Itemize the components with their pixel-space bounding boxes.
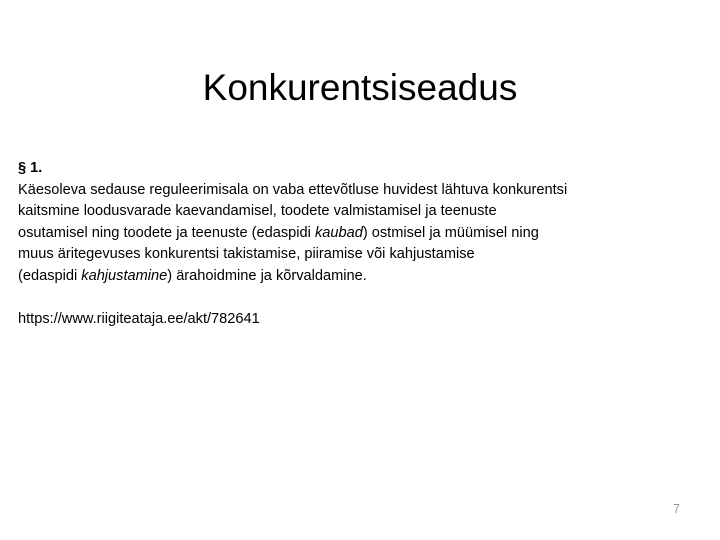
body-line-3-italic: kaubad [314, 224, 363, 241]
body-line-3a: osutamisel ning toodete ja teenuste (edaspidi [18, 224, 315, 241]
slide-body [18, 158, 668, 330]
body-line-2: kaitsmine loodusvarade kaevandamisel, toodete valmistamisel ja teenuste [18, 203, 497, 220]
body-line-3b: ) ostmisel ja müümisel ning [362, 224, 539, 241]
section-marker: § 1. [18, 160, 43, 176]
body-line-1: Käesoleva sedause reguleerimisala on vaba ettevõtluse huvidest lähtuva konkurentsi [18, 181, 568, 198]
page-number: 7 [673, 502, 680, 516]
page-title: Konkurentsiseadus [202, 67, 518, 108]
body-line-4: muus äritegevuses konkurentsi takistamise, piiramise või kahjustamise [18, 246, 475, 263]
body-line-5b: ) ärahoidmine ja kõrvaldamine. [167, 267, 367, 284]
body-line-5-italic: kahjustamine [81, 267, 168, 284]
body-paragraph [18, 180, 668, 288]
source-link[interactable]: https://www.riigiteataja.ee/akt/782641 [18, 310, 260, 327]
body-line-5a: (edaspidi [18, 267, 82, 284]
